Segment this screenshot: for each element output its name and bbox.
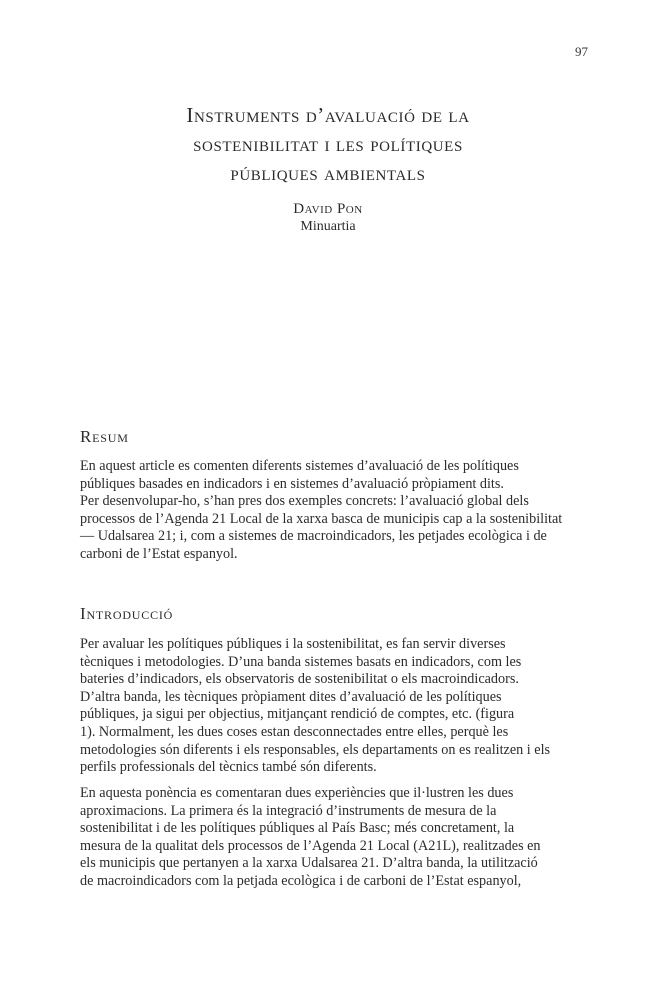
- text-line: En aquest article es comenten diferents sistemes d’avaluació de les polítiques: [80, 458, 519, 474]
- title-line: Instruments d’avaluació de la: [186, 103, 470, 127]
- text-line: Per avaluar les polítiques públiques i la sostenibilitat, es fan servir diverses: [80, 636, 506, 652]
- text-line: En aquesta ponència es comentaran dues experiències que il·lustren les dues: [80, 785, 514, 801]
- text-line: metodologies són diferents i els responsables, els departaments on es realitzen i els: [80, 741, 551, 758]
- author-name: David Pon: [293, 201, 363, 217]
- text-line: bateries d’indicadors, els observatoris de sostenibilitat o els macroindicadors.: [80, 671, 519, 688]
- text-line: processos de l’Agenda 21 Local de la xarxa basca de municipis cap a la sostenibilitat: [80, 510, 563, 527]
- text-line: — Udalsarea 21; i, com a sistemes de macroindicadors, les petjades ecològica i de: [80, 528, 547, 545]
- text-line: públiques, ja sigui per objectius, mitjançant rendició de comptes, etc. (figura: [80, 706, 515, 723]
- title-line: públiques ambientals: [230, 161, 426, 185]
- section-heading-introduccio: Introducció: [80, 604, 174, 623]
- text-line: Per desenvolupar-ho, s’han pres dos exemples concrets: l’avaluació global dels: [80, 493, 529, 510]
- text-line: D’altra banda, les tècniques pròpiament dites d’avaluació de les polítiques: [80, 688, 502, 705]
- abstract-paragraph: [80, 458, 576, 564]
- title-line: sostenibilitat i les polítiques: [193, 132, 463, 156]
- text-line: els municipis que pertanyen a la xarxa Udalsarea 21. D’altra banda, la utilització: [80, 855, 538, 872]
- intro-paragraph-1: [80, 636, 576, 777]
- text-line: públiques basades en indicadors i en sistemes d’avaluació pròpiament dits.: [80, 475, 504, 492]
- page-number: 97: [575, 44, 588, 59]
- author-affiliation: Minuartia: [300, 219, 356, 234]
- text-line: perfils professionals del tècnics també són diferents.: [80, 759, 377, 776]
- intro-paragraph-2: [80, 785, 576, 891]
- section-heading-resum: Resum: [80, 427, 129, 446]
- text-line: 1). Normalment, les dues coses estan desconnectades entre elles, perquè les: [80, 723, 509, 740]
- text-line: sostenibilitat i de les polítiques públiques al País Basc; més concretament, la: [80, 820, 515, 837]
- article-title: [80, 101, 576, 188]
- text-line: carboni de l’Estat espanyol.: [80, 545, 238, 562]
- text-line: mesura de la qualitat dels processos de l’Agenda 21 Local (A21L), realitzades en: [80, 837, 541, 854]
- text-line: tècniques i metodologies. D’una banda sistemes basats en indicadors, com les: [80, 653, 522, 670]
- text-line: aproximacions. La primera és la integració d’instruments de mesura de la: [80, 802, 497, 819]
- text-line: de macroindicadors com la petjada ecològica i de carboni de l’Estat espanyol,: [80, 872, 522, 889]
